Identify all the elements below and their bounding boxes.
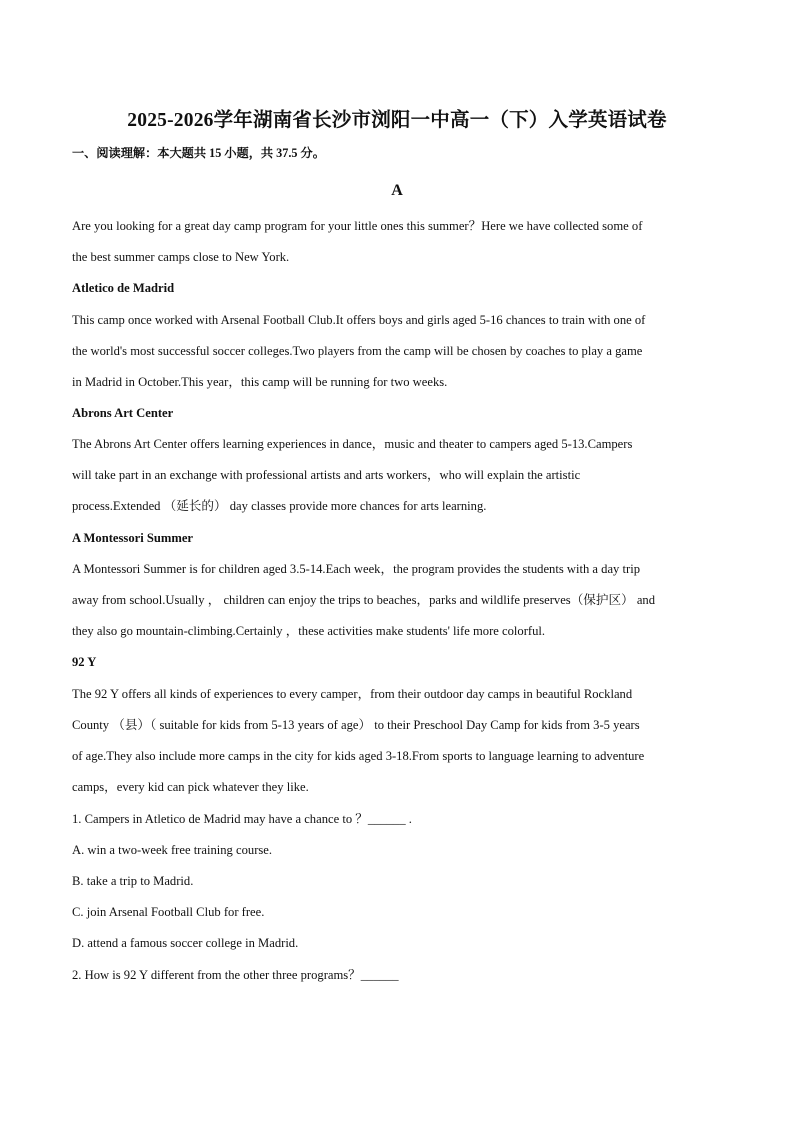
camp-text-line: away from school.Usually ， children can enjoy the trips to beaches，parks and wildlife preserves（保护区） and <box>72 593 656 607</box>
question-stem: 2. How is 92 Y different from the other three programs？______ <box>72 968 399 982</box>
passage-label: A <box>391 182 403 199</box>
camp-heading: A Montessori Summer <box>72 531 194 545</box>
camp-text-line: County （县）（ suitable for kids from 5-13 years of age） to their Preschool Day Camp for kids from 3-5 years <box>72 718 640 732</box>
answer-option[interactable]: A. win a two-week free training course. <box>72 843 273 857</box>
camp-heading: Atletico de Madrid <box>72 281 175 295</box>
question-stem: 1. Campers in Atletico de Madrid may have a chance to ？______ . <box>72 812 412 826</box>
answer-option[interactable]: B. take a trip to Madrid. <box>72 874 194 888</box>
intro-line: the best summer camps close to New York. <box>72 250 290 264</box>
camp-text-line: process.Extended （延长的） day classes provide more chances for arts learning. <box>72 499 487 513</box>
section-header: 一、阅读理解：本大题共 15 小题，共 37.5 分。 <box>72 146 325 160</box>
camp-heading: Abrons Art Center <box>72 406 174 420</box>
answer-option[interactable]: C. join Arsenal Football Club for free. <box>72 905 265 919</box>
intro-line: Are you looking for a great day camp program for your little ones this summer？Here we have collected some of <box>72 219 643 233</box>
camp-text-line: The 92 Y offers all kinds of experiences to every camper，from their outdoor day camps in beautiful Rockland <box>72 687 633 701</box>
camp-text-line: of age.They also include more camps in the city for kids aged 3-18.From sports to language learning to adventure <box>72 749 645 763</box>
answer-option[interactable]: D. attend a famous soccer college in Madrid. <box>72 936 299 950</box>
camp-text-line: camps，every kid can pick whatever they like. <box>72 780 309 794</box>
camp-text-line: they also go mountain-climbing.Certainly ，these activities make students' life more colorful. <box>72 624 546 638</box>
camp-text-line: A Montessori Summer is for children aged 3.5-14.Each week，the program provides the students with a day trip <box>72 562 640 576</box>
camp-text-line: the world's most successful soccer colleges.Two players from the camp will be chosen by coaches to play a game <box>72 344 643 358</box>
camp-text-line: will take part in an exchange with professional artists and arts workers，who will explain the artistic <box>72 468 581 482</box>
camp-text-line: in Madrid in October.This year，this camp will be running for two weeks. <box>72 375 448 389</box>
camp-heading: 92 Y <box>72 655 97 669</box>
camp-text-line: This camp once worked with Arsenal Football Club.It offers boys and girls aged 5-16 chances to train with one of <box>72 313 646 327</box>
camp-text-line: The Abrons Art Center offers learning experiences in dance，music and theater to campers aged 5-13.Campers <box>72 437 633 451</box>
exam-title: 2025-2026学年湖南省长沙市浏阳一中高一（下）入学英语试卷 <box>127 110 667 131</box>
